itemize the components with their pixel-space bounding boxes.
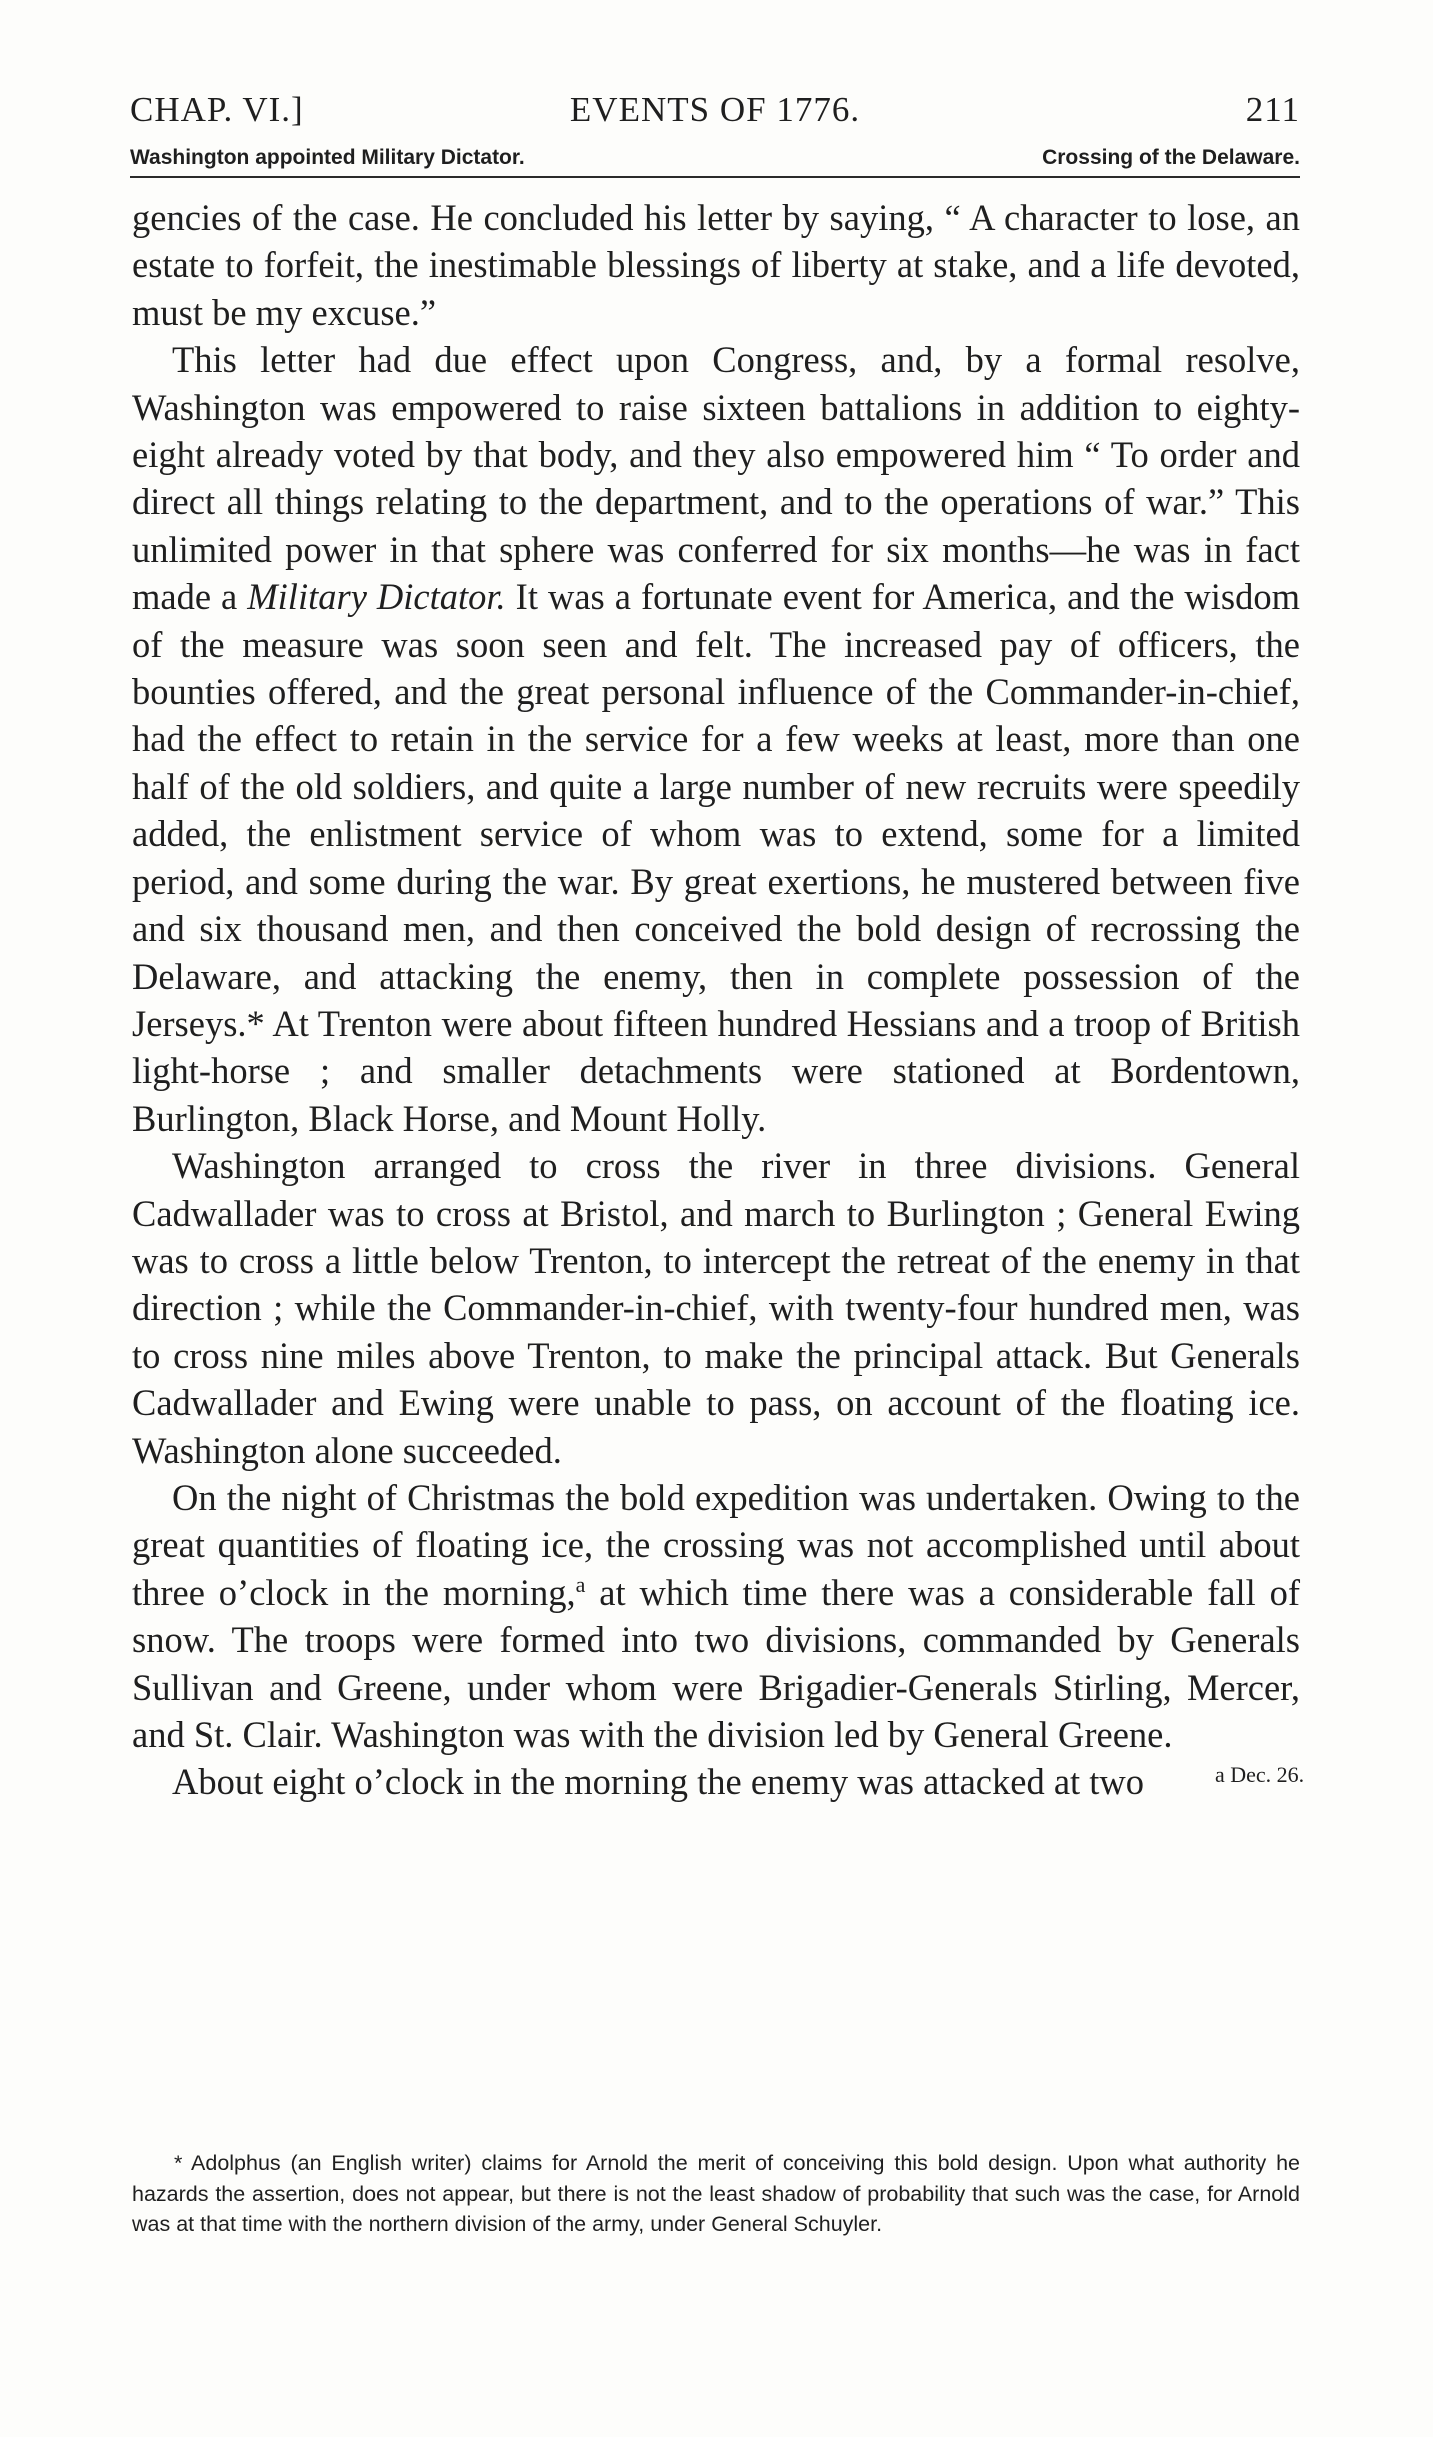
paragraph: gencies of the case. He concluded his letter by saying, “ A character to lose, an estate to forfeit, the inestimable blessings of liberty at stake, and a life devoted, must be my excuse.” — [132, 197, 1300, 333]
section-subheads — [130, 146, 1300, 176]
chapter-label: CHAP. VI.] — [130, 90, 304, 129]
subhead-right: Crossing of the Delaware. — [1042, 146, 1300, 169]
emphasis-text: Military Dictator. — [247, 576, 506, 618]
paragraph-text: at which time there was a considerable fall of snow. The troops were formed into two divisions, commanded by Generals Sullivan and Greene, under whom were Brigadier-Generals Stirling, Mercer, and St. Clair. Washington was with the division led by General Greene. — [132, 1571, 1301, 1755]
page-number: 211 — [1245, 90, 1300, 129]
paragraph — [132, 336, 1300, 1142]
subhead-left: Washington appointed Military Dictator. — [130, 146, 525, 169]
paragraph-text: This letter had due effect upon Congress, and, by a formal resolve, Washington was empowered to raise sixteen battalions in addition to eighty-eight already voted by that body, and they also empowered him “ To order and direct all things relating to the department, and to the operations of war.” This unlimited power in that sphere was conferred for six months—he was in fact made a — [132, 339, 1300, 618]
paragraph: About eight o’clock in the morning the enemy was attacked at two — [172, 1761, 1145, 1803]
paragraph — [132, 1474, 1300, 1758]
footnote — [132, 2148, 1300, 2240]
body-text — [132, 194, 1300, 1806]
running-head — [130, 90, 1300, 140]
header-rule — [130, 176, 1300, 178]
page-title: EVENTS OF 1776. — [569, 90, 861, 129]
paragraph-text: On the night of Christmas the bold expedition was undertaken. Owing to the great quantities of floating ice, the crossing was not accomplished until about three o’clock in the morning, — [132, 1476, 1300, 1613]
paragraph: Washington arranged to cross the river in three divisions. General Cadwallader was to cross at Bristol, and march to Burlington ; General Ewing was to cross a little below Trenton, to intercept the retreat of the enemy in that direction ; while the Commander-in-chief, with twenty-four hundred men, was to cross nine miles above Trenton, to make the principal attack. But Generals Cadwallader and Ewing were unable to pass, on account of the floating ice. Washington alone succeeded. — [132, 1145, 1300, 1471]
note-marker: a — [575, 1571, 586, 1597]
margin-note: a Dec. 26. — [1215, 1762, 1305, 1787]
footnote-text: * Adolphus (an English writer) claims for Arnold the merit of conceiving this bold design. Upon what authority he hazards the assertion, does not appear, but there is not the least shadow of probability that such was the case, for Arnold was at that time with the northern division of the army, under General Schuyler. — [132, 2151, 1300, 2236]
paragraph-text: It was a fortunate event for America, and the wisdom of the measure was soon seen and felt. The increased pay of officers, the bounties offered, and the great personal influence of the Commander-in-chief, had the effect to retain in the service for a few weeks at least, more than one half of the old soldiers, and quite a large number of new recruits were speedily added, the enlistment service of whom was to extend, some for a limited period, and some during the war. By great exertions, he mustered between five and six thousand men, and then conceived the bold design of recrossing the Delaware, and attacking the enemy, then in complete possession of the Jerseys.* At Trenton were about fifteen hundred Hessians and a troop of British light-horse ; and smaller detachments were stationed at Bordentown, Burlington, Black Horse, and Mount Holly. — [132, 576, 1301, 1139]
